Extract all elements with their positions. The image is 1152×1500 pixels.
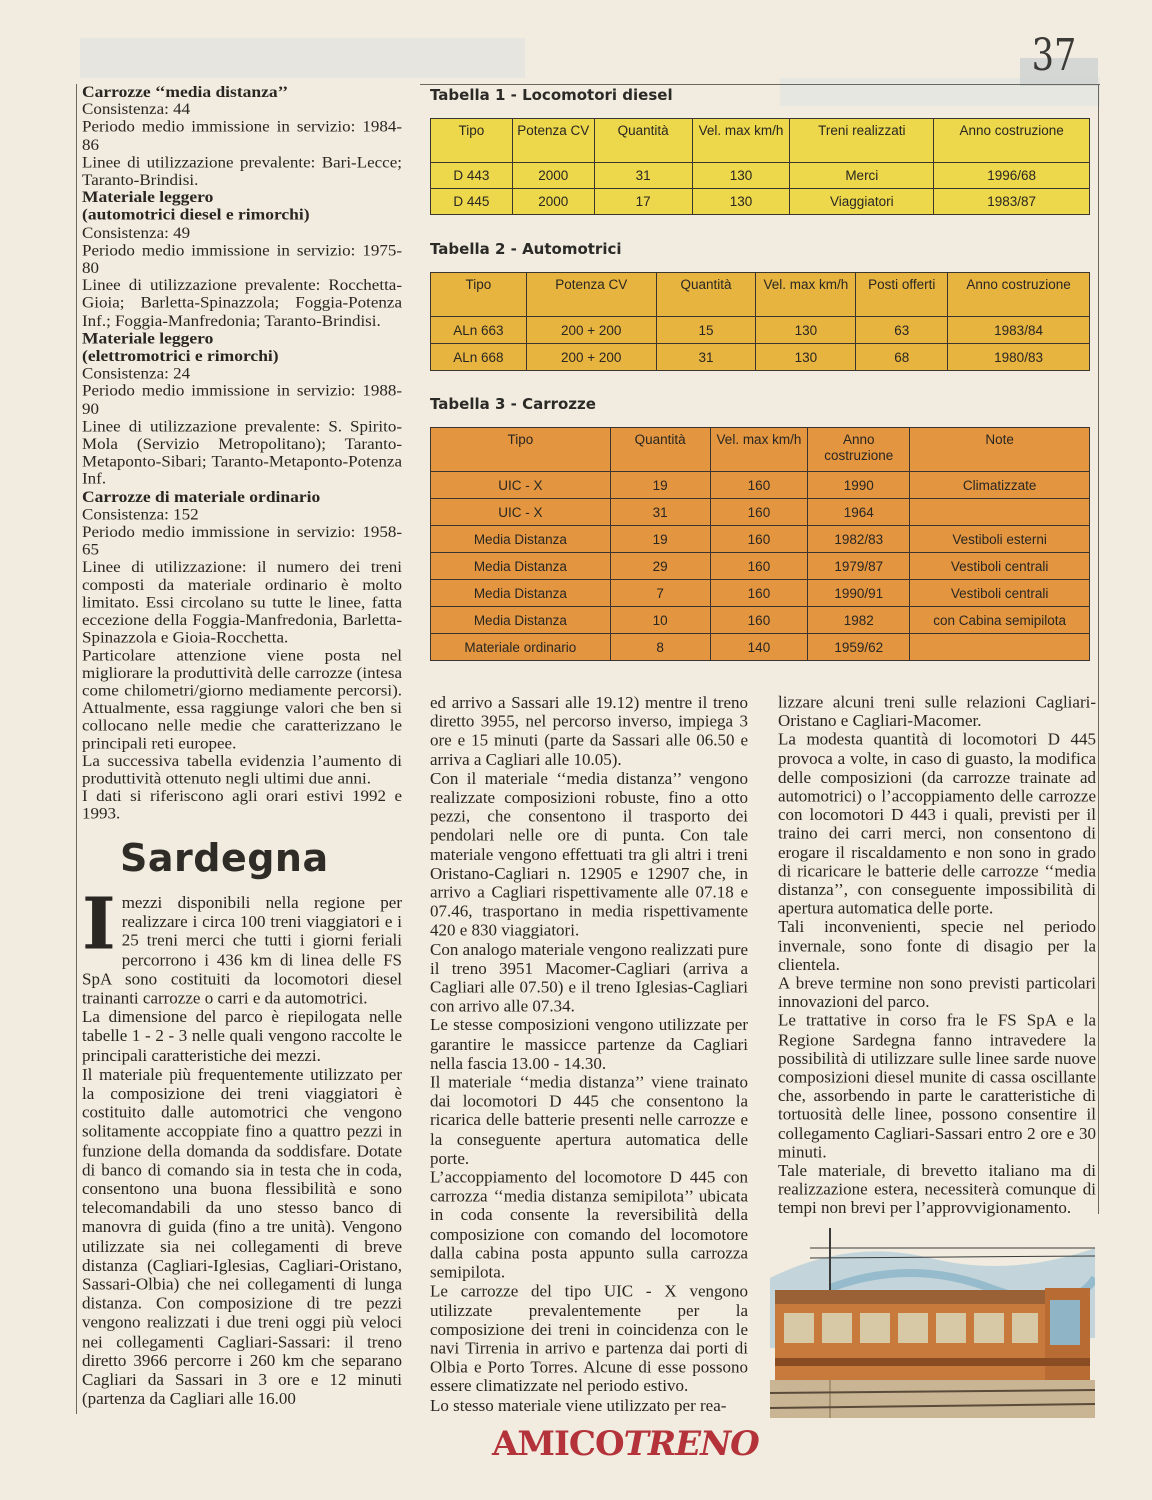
text-paragraph: ed arrivo a Sassari alle 19.12) mentre il treno diretto 3955, nel percorso inverso, impiega 3 ore e 15 minuti (parte da Sassari alle 06.50 e arriva a Cagliari alle 10.05). bbox=[430, 693, 748, 769]
table-cell: 130 bbox=[692, 189, 790, 215]
column-header: Quantità bbox=[610, 428, 710, 472]
heading-materiale-leggero: Materiale leggero bbox=[82, 187, 214, 207]
train-illustration bbox=[770, 1218, 1095, 1418]
table-cell: Climatizzate bbox=[910, 472, 1090, 499]
column-rule-right bbox=[1098, 84, 1099, 1214]
table-cell: 63 bbox=[856, 317, 948, 344]
table-cell: 160 bbox=[710, 472, 808, 499]
column-header: Potenza CV bbox=[512, 119, 594, 163]
column-header: Potenza CV bbox=[526, 273, 656, 317]
table-cell: D 445 bbox=[431, 189, 513, 215]
text-paragraph: Tali inconvenienti, specie nel periodo invernale, sono fonte di disagio per la clientela. bbox=[778, 917, 1096, 974]
column-3 bbox=[430, 693, 748, 1415]
table-carrozze bbox=[430, 427, 1090, 661]
column-header: Quantità bbox=[594, 119, 692, 163]
text-paragraph: A breve termine non sono previsti particolari innovazioni del parco. bbox=[778, 974, 1096, 1012]
column-header: Vel. max km/h bbox=[756, 273, 856, 317]
table-row bbox=[431, 344, 1090, 371]
logo-suffix: TRENO bbox=[623, 1424, 759, 1464]
table-2-title: Tabella 2 - Automotrici bbox=[430, 240, 622, 258]
text-paragraph: La successiva tabella evidenzia l’aumento di produttività ottenuto negli ultimi due anni. bbox=[82, 752, 402, 788]
column-header: Anno costruzione bbox=[808, 428, 910, 472]
table-cell: Media Distanza bbox=[431, 553, 611, 580]
table-cell: 1979/87 bbox=[808, 553, 910, 580]
table-cell: Media Distanza bbox=[431, 580, 611, 607]
table-cell: 19 bbox=[610, 472, 710, 499]
text-line: Consistenza: 49 bbox=[82, 223, 191, 242]
table-cell: 2000 bbox=[512, 163, 594, 189]
column-2 bbox=[82, 881, 402, 1409]
column-4 bbox=[778, 693, 1096, 1218]
column-header: Note bbox=[910, 428, 1090, 472]
table-row bbox=[431, 499, 1090, 526]
table-cell: 1982 bbox=[808, 607, 910, 634]
text-paragraph: Le trattative in corso fra le FS SpA e la Regione Sardegna fanno intravedere la possibilità di utilizzare sulle linee sarde nuove composizioni diesel munite di cassa oscillante che, assorbendo in parte le caratteristiche di tortuosità delle linee, possono consentire il collegamento Cagliari-Sassari entro 2 ore e 30 minuti. bbox=[778, 1011, 1096, 1162]
table-cell: 200 + 200 bbox=[526, 344, 656, 371]
table-row bbox=[431, 189, 1090, 215]
text-line: Consistenza: 24 bbox=[82, 364, 191, 383]
text-line: Periodo medio immissione in servizio: 1988-90 bbox=[82, 382, 402, 418]
column-header: Tipo bbox=[431, 119, 513, 163]
table-cell: 160 bbox=[710, 499, 808, 526]
table-cell: 2000 bbox=[512, 189, 594, 215]
column-header: Tipo bbox=[431, 273, 527, 317]
table-cell: 7 bbox=[610, 580, 710, 607]
text-line: Periodo medio immissione in servizio: 1975-80 bbox=[82, 241, 402, 277]
text-paragraph: Linee di utilizzazione: il numero dei treni composti da materiale ordinario è molto limitato. Essi circolano su tutte le linee, fatta eccezione della Foggia-Manfredonia, Barletta-Spinazzola e Gioia-Rocchetta. bbox=[82, 558, 402, 647]
page-number: 37 bbox=[1031, 30, 1077, 81]
text-paragraph: Con il materiale ‘‘media distanza’’ vengono realizzate composizioni robuste, fino a otto pezzi, che consentono il trasporto dei pendolari nelle ore di punta. Con tale materiale vengono effettuati tra gli altri i treni Oristano-Cagliari n. 12905 e 12907 che, in arrivo a Cagliari rispettivamente alle 07.18 e 07.46, trasportano in media rispettivamente 420 e 830 viaggiatori. bbox=[430, 768, 748, 940]
table-cell: Vestiboli centrali bbox=[910, 553, 1090, 580]
table-cell: Media Distanza bbox=[431, 607, 611, 634]
text-line: Linee di utilizzazione prevalente: S. Spirito-Mola (Servizio Metropolitano); Taranto-Metaponto-Sibari; Taranto-Metaponto-Potenza Inf. bbox=[82, 417, 402, 488]
table-cell: Vestiboli centrali bbox=[910, 580, 1090, 607]
table-cell: D 443 bbox=[431, 163, 513, 189]
table-cell: 31 bbox=[594, 163, 692, 189]
table-row bbox=[431, 317, 1090, 344]
text-paragraph: Le stesse composizioni vengono utilizzate per garantire le massicce partenze da Cagliari nella fascia 13.00 - 14.30. bbox=[430, 1015, 748, 1073]
table-row bbox=[431, 472, 1090, 499]
column-header: Treni realizzati bbox=[790, 119, 934, 163]
text-paragraph: Con analogo materiale vengono realizzati pure il treno 3951 Macomer-Cagliari (arriva a Cagliari alle 07.50) e il treno Iglesias-Cagliari con arrivo alle 07.34. bbox=[430, 939, 748, 1016]
table-cell: 140 bbox=[710, 634, 808, 661]
text-line: Consistenza: 44 bbox=[82, 100, 191, 119]
table-cell: 31 bbox=[610, 499, 710, 526]
table-cell: Vestiboli esterni bbox=[910, 526, 1090, 553]
table-cell bbox=[910, 634, 1090, 661]
table-cell: 1982/83 bbox=[808, 526, 910, 553]
text-line: Periodo medio immissione in servizio: 1984-86 bbox=[82, 118, 402, 154]
table-cell: Viaggiatori bbox=[790, 189, 934, 215]
table-cell: ALn 668 bbox=[431, 344, 527, 371]
text-paragraph: L’accoppiamento del locomotore D 445 con carrozza ‘‘media distanza semipilota’’ ubicata in coda consente la reversibilità della composizione con comando del locomotore dalla cabina posta appunto sulla carrozza semipilota. bbox=[430, 1167, 748, 1282]
table-cell: 8 bbox=[610, 634, 710, 661]
table-row bbox=[431, 580, 1090, 607]
table-cell: 1959/62 bbox=[808, 634, 910, 661]
table-cell: 160 bbox=[710, 580, 808, 607]
heading-elettromotrici: (elettromotrici e rimorchi) bbox=[82, 346, 279, 365]
text-paragraph: Le carrozze del tipo UIC - X vengono utilizzate prevalentemente per la composizione dei treni in coincidenza con le navi Tirrenia in arrivo e partenza dai porti di Olbia e Porto Torres. Alcune di esse possono essere climatizzate nel periodo estivo. bbox=[430, 1281, 748, 1396]
table-cell: 29 bbox=[610, 553, 710, 580]
text-paragraph: Il materiale più frequentemente utilizzato per la composizione dei treni viaggiatori è costituito dalle automotrici che vengono solitamente accoppiate fino a quattro pezzi in funzione della domanda da soddisfare. Dotate di banco di comando sia in testa che in coda, consentono una buona flessibilità e sono telecomandabili da uno stesso banco di manovra di guida (fino a tre unità). Vengono utilizzate sia nei collegamenti di breve distanza (Cagliari-Iglesias, Cagliari-Oristano, Sassari-Olbia) che nei collegamenti di lunga distanza. Con composizione di tre pezzi vengono realizzati i due treni oggi più veloci nei collegamenti Cagliari-Sassari: il treno diretto 3966 percorre i 260 km che separano Cagliari da Sassari in 3 ore e 12 minuti (partenza da Cagliari alle 16.00 bbox=[82, 1064, 402, 1409]
heading-automotrici: (automotrici diesel e rimorchi) bbox=[82, 205, 310, 224]
column-header: Vel. max km/h bbox=[710, 428, 808, 472]
table-cell: Materiale ordinario bbox=[431, 634, 611, 661]
text-paragraph: Particolare attenzione viene posta nel migliorare la produttività delle carrozze (intesa come chilometri/giorno mediamente percorsi). Attualmente, essa raggiunge valori che ben si collocano nelle medie che caratterizzano le principali reti europee. bbox=[82, 646, 402, 752]
heading-carrozze-media-distanza: Carrozze ‘‘media distanza’’ bbox=[82, 82, 289, 101]
column-header: Quantità bbox=[656, 273, 756, 317]
text-line: Linee di utilizzazione prevalente: Bari-Lecce; Taranto-Brindisi. bbox=[82, 153, 402, 189]
section-title: Sardegna bbox=[120, 836, 329, 880]
table-row bbox=[431, 526, 1090, 553]
text-paragraph: lizzare alcuni treni sulle relazioni Cagliari-Oristano e Cagliari-Macomer. bbox=[778, 693, 1096, 731]
table-cell: 1996/68 bbox=[934, 163, 1090, 189]
table-row bbox=[431, 553, 1090, 580]
table-cell: 1964 bbox=[808, 499, 910, 526]
text-paragraph bbox=[82, 881, 402, 1008]
text-line: Consistenza: 152 bbox=[82, 505, 199, 524]
intro-text: mezzi disponibili nella regione per realizzare i circa 100 treni viaggiatori e i 25 treni merci che tutti i giorni feriali percorrono i 436 km di linea delle FS SpA sono costituiti da locomotori diesel trainanti carrozze o carri e da automotrici. bbox=[82, 893, 402, 1008]
column-header: Tipo bbox=[431, 428, 611, 472]
table-automotrici bbox=[430, 272, 1090, 371]
table-cell: 130 bbox=[756, 344, 856, 371]
text-paragraph: Il materiale ‘‘media distanza’’ viene trainato dai locomotori D 445 che consentono la ricarica delle batterie presenti nelle carrozze e la conseguente apertura automatica delle porte. bbox=[430, 1072, 748, 1168]
table-cell: UIC - X bbox=[431, 499, 611, 526]
table-row bbox=[431, 634, 1090, 661]
table-cell: 17 bbox=[594, 189, 692, 215]
table-cell: Media Distanza bbox=[431, 526, 611, 553]
table-cell: 1983/87 bbox=[934, 189, 1090, 215]
table-cell: 1990 bbox=[808, 472, 910, 499]
column-rule-left bbox=[76, 84, 77, 1414]
table-cell: 19 bbox=[610, 526, 710, 553]
header-banner bbox=[80, 38, 525, 78]
table-cell: Merci bbox=[790, 163, 934, 189]
column-header: Anno costruzione bbox=[948, 273, 1090, 317]
table-cell: 160 bbox=[710, 526, 808, 553]
text-paragraph: Lo stesso materiale viene utilizzato per rea- bbox=[430, 1395, 727, 1415]
text-line: Periodo medio immissione in servizio: 1958-65 bbox=[82, 523, 402, 559]
table-cell: 130 bbox=[756, 317, 856, 344]
magazine-logo bbox=[492, 1422, 759, 1466]
table-cell bbox=[910, 499, 1090, 526]
table-cell: con Cabina semipilota bbox=[910, 607, 1090, 634]
table-cell: 130 bbox=[692, 163, 790, 189]
text-paragraph: La modesta quantità di locomotori D 445 provoca a volte, in caso di guasto, la modifica delle composizioni (da carrozze trainate ad automotrici) o l’accoppiamento delle carrozze con locomotori D 443 i quali, previsti per il traino dei carri merci, non consentono di erogare il riscaldamento e non sono in grado di ricaricare le batterie delle carrozze ‘‘media distanza’’, con conseguente impossibilità di apertura automatica delle porte. bbox=[778, 730, 1096, 918]
table-cell: 200 + 200 bbox=[526, 317, 656, 344]
column-header: Anno costruzione bbox=[934, 119, 1090, 163]
table-row bbox=[431, 607, 1090, 634]
table-1-title: Tabella 1 - Locomotori diesel bbox=[430, 86, 673, 104]
table-row bbox=[431, 163, 1090, 189]
heading-materiale-ordinario: Carrozze di materiale ordinario bbox=[82, 487, 321, 506]
table-locomotori-diesel bbox=[430, 118, 1090, 215]
column-header: Posti offerti bbox=[856, 273, 948, 317]
text-line: Linee di utilizzazione prevalente: Rocchetta-Gioia; Barletta-Spinazzola; Foggia-Potenza Inf.; Foggia-Manfredonia; Taranto-Brindisi. bbox=[82, 276, 402, 330]
heading-materiale-leggero-2: Materiale leggero bbox=[82, 328, 214, 347]
column-1 bbox=[82, 83, 402, 823]
logo-prefix: AMICO bbox=[492, 1424, 624, 1464]
table-3-title: Tabella 3 - Carrozze bbox=[430, 395, 596, 413]
top-rule bbox=[420, 84, 1100, 85]
column-header: Vel. max km/h bbox=[692, 119, 790, 163]
text-paragraph: La dimensione del parco è riepilogata nelle tabelle 1 - 2 - 3 nelle quali vengono raccolte le principali caratteristiche dei mezzi. bbox=[82, 1007, 402, 1065]
drop-cap: I bbox=[82, 881, 116, 966]
table-cell: 31 bbox=[656, 344, 756, 371]
text-paragraph: Tale materiale, di brevetto italiano ma di realizzazione estera, necessiterà comunque di tempi non brevi per l’approvvigionamento. bbox=[778, 1161, 1096, 1218]
table-cell: UIC - X bbox=[431, 472, 611, 499]
table-cell: 10 bbox=[610, 607, 710, 634]
text-paragraph: I dati si riferiscono agli orari estivi 1992 e 1993. bbox=[82, 787, 402, 823]
table-cell: 1983/84 bbox=[948, 317, 1090, 344]
table-cell: 1980/83 bbox=[948, 344, 1090, 371]
table-cell: 15 bbox=[656, 317, 756, 344]
table-cell: 160 bbox=[710, 607, 808, 634]
table-cell: 160 bbox=[710, 553, 808, 580]
table-cell: ALn 663 bbox=[431, 317, 527, 344]
table-cell: 68 bbox=[856, 344, 948, 371]
table-cell: 1990/91 bbox=[808, 580, 910, 607]
